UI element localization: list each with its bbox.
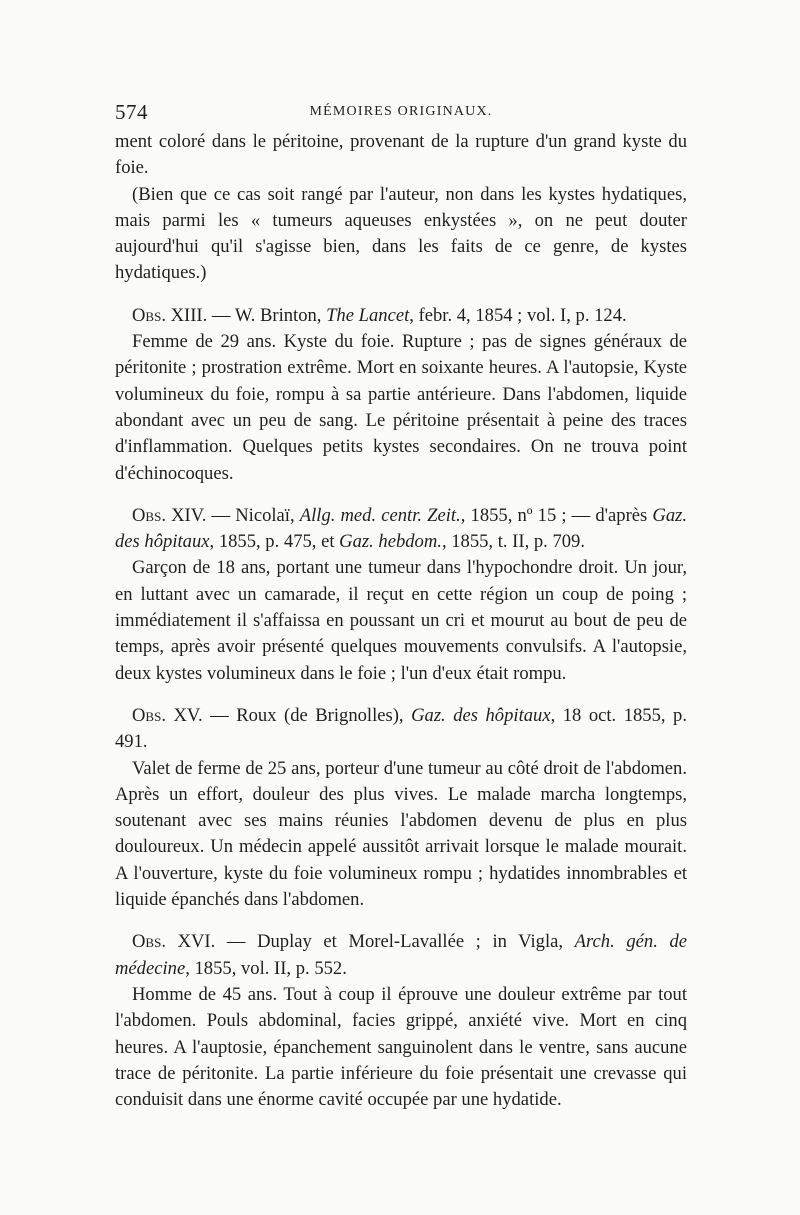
obs-14-text: Garçon de 18 ans, portant une tumeur dans l'hypochondre droit. Un jour, en luttant avec un camarade, il reçut en cette région un coup de poing ; immédiatement il s'affaissa en poussant un cri et mourut au bout de peu de temps, après avoir présenté quelques mouvements convulsifs. A l'autopsie, deux kystes volumineux dans le foie ; l'un d'eux était rompu.	[115, 557, 687, 684]
obs-14-label: Obs. XIV.	[132, 504, 207, 526]
obs-13-text: Femme de 29 ans. Kyste du foie. Rupture ; pas de signes généraux de péritonite ; prostration extrême. Mort en soixante heures. A l'autopsie, Kyste volumineux du foie, rompu à sa partie antérieure. Dans l'abdomen, liquide abondant avec un peu de sang. Le péritoine présentait à peine des traces d'inflammation. Quelques petits kystes secondaires. On ne trouva point d'échinocoques.	[115, 331, 687, 484]
obs-16-text: Homme de 45 ans. Tout à coup il éprouve une douleur extrême par tout l'abdomen. Pouls abdominal, facies grippé, anxiété vive. Mort en cinq heures. A l'auptosie, épanchement sanguinolent dans le ventre, sans aucune trace de péritonite. La partie inférieure du foie présentait une crevasse qui conduisit dans une énorme cavité occupée par une hydatide.	[115, 983, 687, 1111]
obs-13-journal: The Lancet	[326, 304, 410, 326]
obs-14-author: — Nicolaï,	[206, 504, 300, 526]
obs-13-reference: , febr. 4, 1854 ; vol. I, p. 124.	[409, 304, 627, 326]
obs-15-author: — Roux (de Brignolles),	[202, 704, 412, 726]
page-header	[115, 100, 687, 124]
obs-14-reference-2: , 1855, p. 475, et	[209, 531, 340, 553]
page-number: 574	[115, 100, 148, 124]
obs-15-label: Obs. XV.	[132, 704, 203, 726]
obs-14-reference-3: , 1855, t. II, p. 709.	[441, 531, 585, 553]
obs-14-journal-2: Gaz. des hôpitaux	[115, 504, 687, 553]
obs-16-label: Obs. XVI.	[132, 931, 216, 953]
obs-13-heading	[115, 303, 687, 329]
page-body	[115, 129, 687, 1113]
editorial-note: (Bien que ce cas soit rangé par l'auteur, non dans les kystes hydatiques, mais parmi les « tumeurs aqueuses enkystées », on ne peut douter aujourd'hui qu'il s'agisse bien, dans les faits de ce genre, de kystes hydatiques.)	[115, 183, 687, 284]
obs-15-heading	[115, 703, 687, 756]
obs-16-author: — Duplay et Morel-Lavallée ; in Vigla,	[215, 931, 575, 953]
obs-16-journal: Arch. gén. de médecine	[115, 931, 687, 979]
obs-14-journal-3: Gaz. hebdom.	[339, 531, 442, 553]
obs-16-reference: , 1855, vol. II, p. 552.	[185, 957, 347, 979]
obs-15-journal: Gaz. des hôpitaux	[411, 704, 551, 726]
obs-15-text: Valet de ferme de 25 ans, porteur d'une tumeur au côté droit de l'abdomen. Après un effort, douleur des plus vives. Le malade marcha longtemps, soutenant avec ses mains réunies l'abdomen devenu de plus en plus douloureux. Un médecin appelé aussitôt arrivait lorsque le malade mourait. A l'ouverture, kyste du foie volumineux rompu ; hydatides innombrables et liquide épanchés dans l'abdomen.	[115, 757, 687, 911]
obs-13-label: Obs. XIII.	[132, 304, 208, 326]
obs-14-heading	[115, 503, 687, 556]
obs-14-reference: , 1855, nº 15 ; — d'après	[460, 504, 653, 526]
obs-14-journal: Allg. med. centr. Zeit.	[299, 504, 461, 526]
obs-15-reference: , 18 oct. 1855, p. 491.	[115, 704, 688, 753]
continuation-paragraph: ment coloré dans le péritoine, provenant de la rupture d'un grand kyste du foie.	[115, 131, 687, 179]
obs-13-author: — W. Brinton,	[207, 304, 327, 326]
running-title: MÉMOIRES ORIGINAUX.	[309, 104, 493, 119]
obs-16-heading	[115, 929, 687, 982]
